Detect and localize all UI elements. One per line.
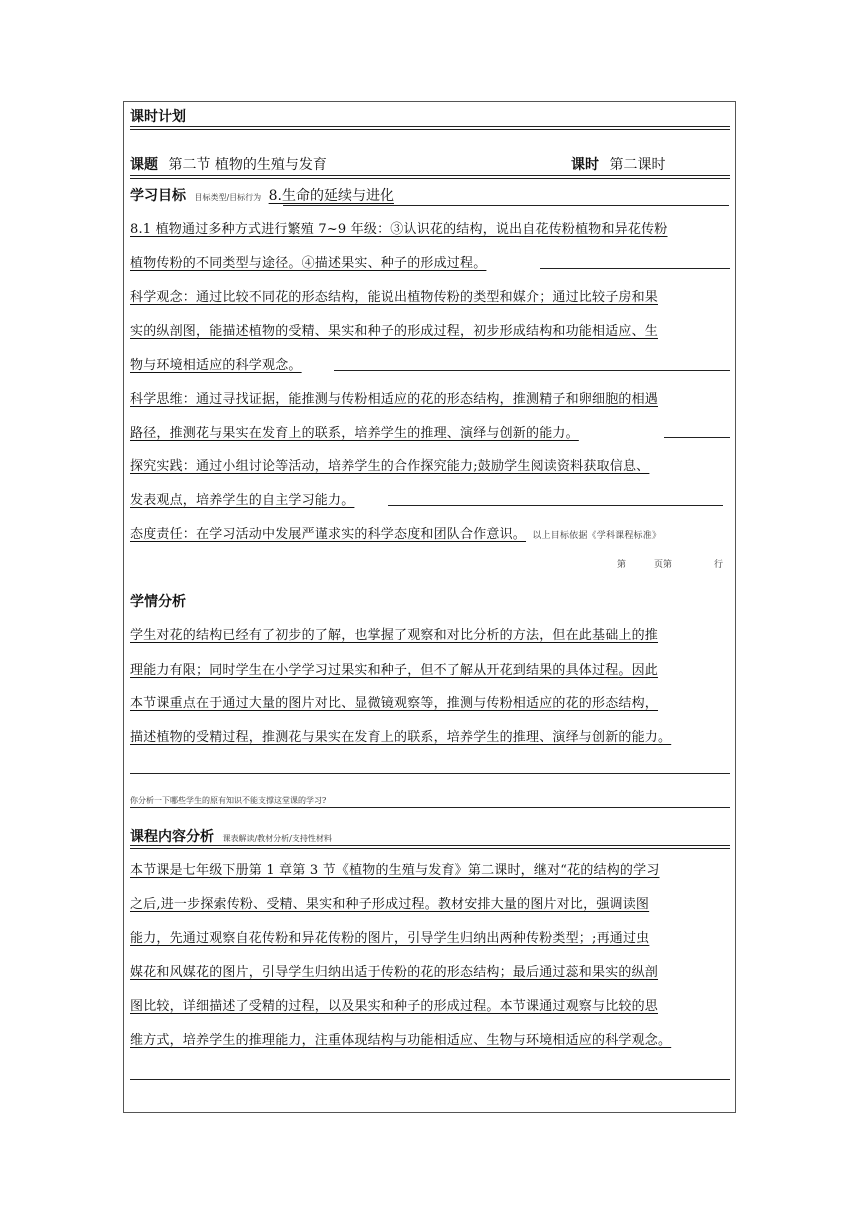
analysis-line-3: 本节课重点在于通过大量的图片对比、显微镜观察等，推测与传粉相适应的花的形态结构， [130,696,659,711]
rule [130,807,730,808]
content-line-2: 之后,进一步探索传粉、受精、果实和种子形成过程。教材安排大量的图片对比，强调读图 [130,897,650,912]
page-title: 课时计划 [130,109,186,125]
period-label: 课时 [571,157,599,173]
analysis-label: 学情分析 [130,594,186,610]
concept-line-2: 实的纵剖图，能描述植物的受精、果实和种子的形成过程，初步形成结构和功能相适应、生 [130,324,659,339]
topic-value: 第二节 植物的生殖与发育 [168,157,327,173]
standard-line-2: 植物传粉的不同类型与途径。④描述果实、种子的形成过程。 [130,256,487,271]
inquiry-line-1: 探究实践：通过小组讨论等活动，培养学生的合作探究能力;鼓励学生阅读资料获取信息、 [130,459,650,474]
rule [664,437,730,438]
objectives-heading [130,185,730,205]
attitude-row [130,523,730,542]
topic-label: 课题 [130,157,158,173]
thinking-line-2: 路径，推测花与果实在发育上的联系，培养学生的推理、演绎与创新的能力。 [130,426,579,441]
basis-note: 以上目标依据《学科课程标准》 [532,531,662,541]
period-row [571,154,731,174]
rule [130,773,730,774]
analysis-line-2: 理能力有限；同时学生在小学学习过果实和种子，但不了解从开花到结果的具体过程。因此 [130,663,659,678]
concept-line-1: 科学观念：通过比较不同花的形态结构，能说出植物传粉的类型和媒介；通过比较子房和果 [130,290,659,305]
content-line-1: 本节课是七年级下册第 1 章第 3 节《植物的生殖与发育》第二课时，继对“花的结构的学习 [130,863,660,878]
thinking-line-1: 科学思维：通过寻找证据，能推测与传粉相适应的花的形态结构，推测精子和卵细胞的相遇 [130,392,659,407]
title-divider [130,126,730,130]
objectives-note: 目标类型/目标行为 [194,193,262,202]
content-heading [130,826,730,846]
rule [334,370,730,371]
concept-line-3: 物与环境相适应的科学观念。 [130,358,302,373]
rule [283,205,729,206]
analysis-line-1: 学生对花的结构已经有了初步的了解，也掌握了观察和对比分析的方法，但在此基础上的推 [130,628,659,643]
objectives-label: 学习目标 [130,188,186,204]
rule [540,268,730,269]
inquiry-line-2: 发表观点，培养学生的自主学习能力。 [130,493,355,508]
rule [130,1079,730,1080]
content-divider [130,845,730,849]
attitude-line: 态度责任：在学习活动中发展严谨求实的科学态度和团队合作意识。 [130,527,527,542]
analysis-prompt: 你分析一下哪些学生的原有知识不能支撑这堂课的学习? [130,796,327,805]
rule [388,505,723,506]
period-value: 第二课时 [609,157,666,173]
analysis-line-4: 描述植物的受精过程，推测花与果实在发育上的联系，培养学生的推理、演绎与创新的能力。 [130,730,672,745]
content-line-3: 能力，先通过观察自花传粉和异花传粉的图片，引导学生归纳出两种传粉类型；;再通过虫 [130,931,650,946]
page-ref-pageno: 页第 [654,560,673,570]
page-ref-page: 第 [617,560,627,570]
content-label: 课程内容分析 [130,829,214,845]
content-line-4: 媒花和风媒花的图片，引导学生归纳出适于传粉的花的形态结构；最后通过蕊和果实的纵剖 [130,965,659,980]
content-note: 课表解读/教材分析/支持性材料 [222,834,332,843]
content-line-6: 维方式，培养学生的推理能力，注重体现结构与功能相适应、生物与环境相适应的科学观念。 [130,1033,672,1048]
content-line-5: 图比较，详细描述了受精的过程，以及果实和种子的形成过程。本节课通过观察与比较的思 [130,999,659,1014]
topic-divider [130,175,730,179]
standard-title: 8.生命的延续与进化 [268,188,394,204]
standard-line-1: 8.1 植物通过多种方式进行繁殖 7~9 年级：③认识花的结构，说出自花传粉植物和异花传粉 [130,222,668,237]
page-ref-line: 行 [714,560,724,570]
